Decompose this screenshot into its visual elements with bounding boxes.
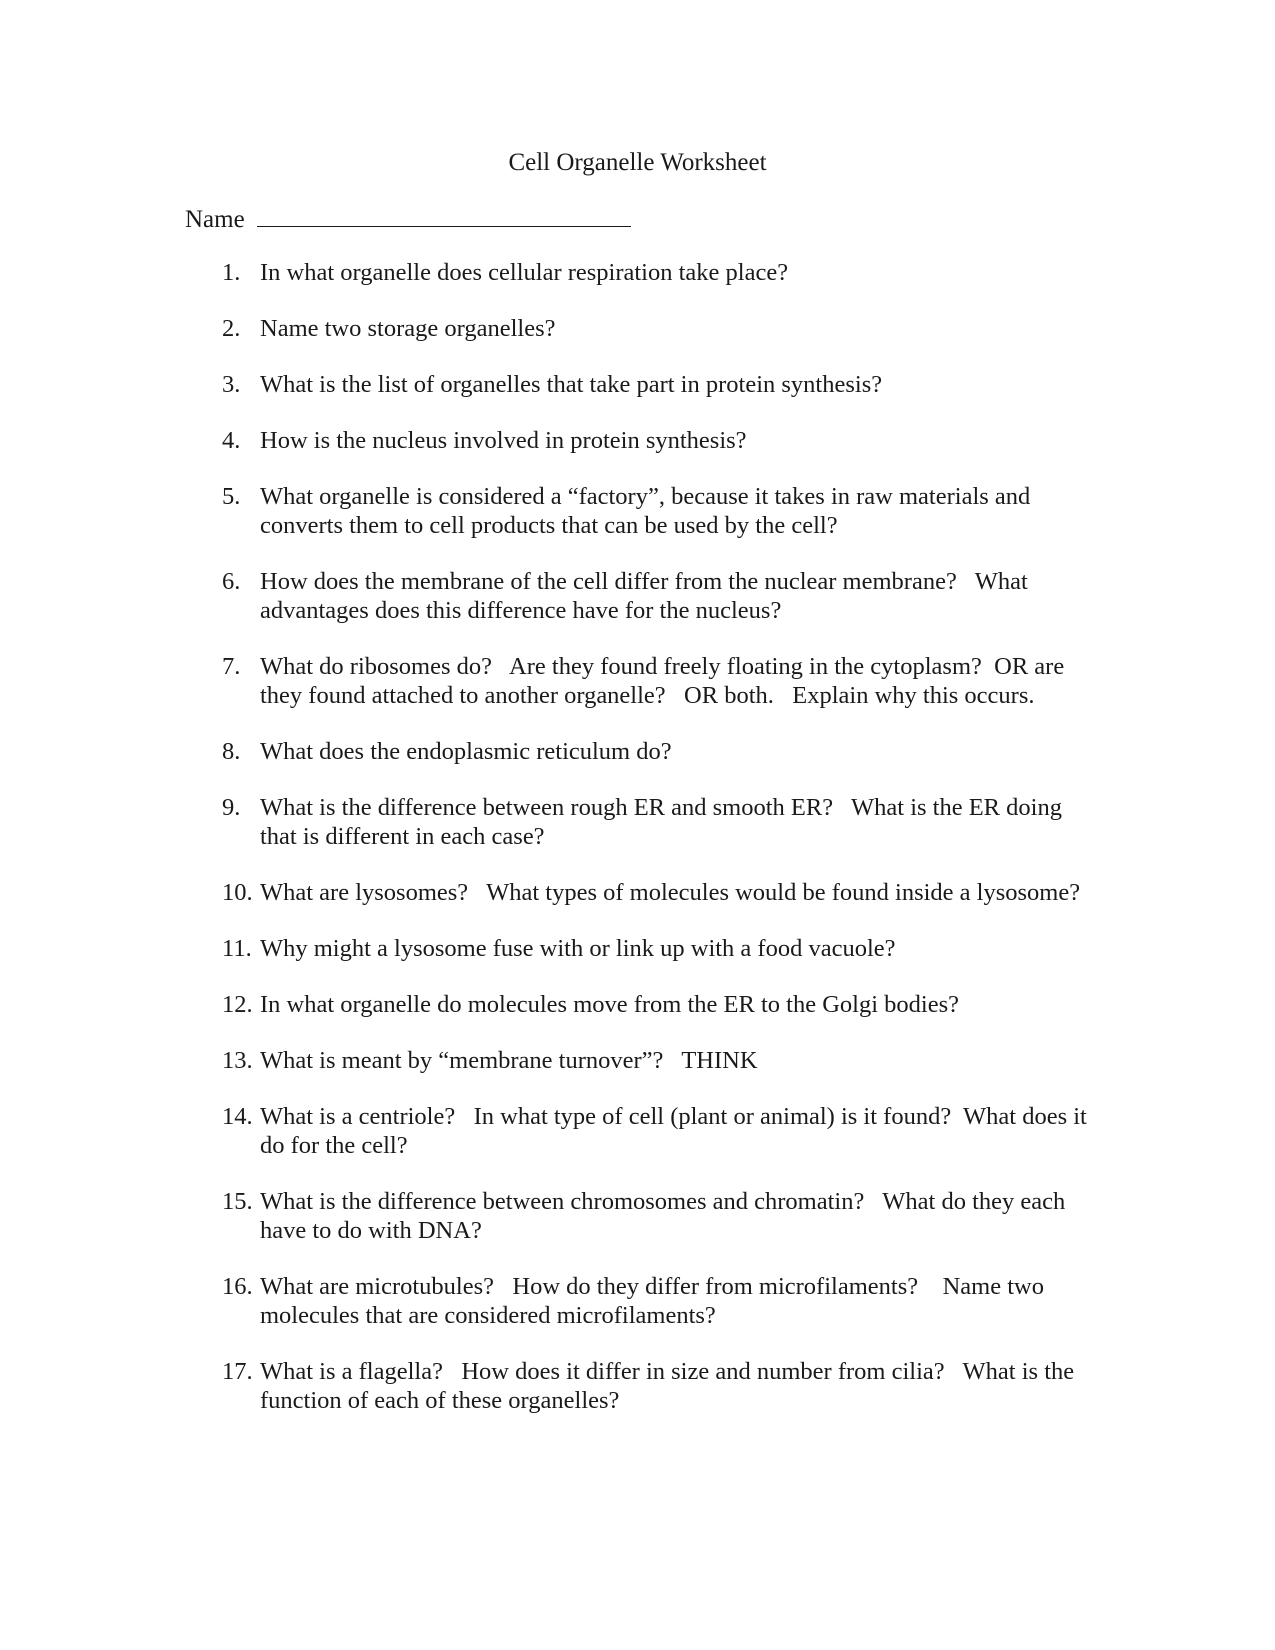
question-number: 10. [222,879,253,906]
name-field-row [185,202,631,235]
name-label: Name [185,206,245,233]
question-number: 14. [222,1103,253,1130]
question-item [222,567,1102,625]
question-text: What is the difference between chromosomes and chromatin? What do they each have to do with DNA? [260,1188,1072,1244]
question-text: What is the difference between rough ER and smooth ER? What is the ER doing that is different in each case? [260,794,1069,850]
question-number: 17. [222,1358,253,1385]
question-list [222,258,1102,1442]
question-number: 12. [222,991,253,1018]
question-item [222,482,1102,540]
question-number: 4. [222,427,241,454]
question-number: 7. [222,653,241,680]
question-item [222,793,1102,851]
question-text: Why might a lysosome fuse with or link up with a food vacuole? [260,935,896,962]
question-item [222,990,1102,1019]
question-text: How does the membrane of the cell differ from the nuclear membrane? What advantages does this difference have for the nucleus? [260,568,1034,624]
question-item [222,1102,1102,1160]
question-number: 3. [222,371,241,398]
page-title: Cell Organelle Worksheet [508,149,767,176]
question-item [222,370,1102,399]
question-text: What are lysosomes? What types of molecules would be found inside a lysosome? [260,879,1081,906]
question-number: 5. [222,483,241,510]
question-number: 11. [222,935,252,962]
question-item [222,1187,1102,1245]
question-text: What are microtubules? How do they differ from microfilaments? Name two molecules that are considered microfilaments? [260,1273,1051,1329]
question-number: 8. [222,738,241,765]
question-item [222,737,1102,766]
question-item [222,934,1102,963]
question-text: What do ribosomes do? Are they found freely floating in the cytoplasm? OR are they found attached to another organelle? OR both. Explain why this occurs. [260,653,1071,709]
question-text: How is the nucleus involved in protein synthesis? [260,427,747,454]
question-text: What does the endoplasmic reticulum do? [260,738,672,765]
question-text: In what organelle does cellular respiration take place? [260,259,789,286]
question-item [222,426,1102,455]
question-number: 1. [222,259,241,286]
question-text: Name two storage organelles? [260,315,556,342]
question-text: What organelle is considered a “factory”, because it takes in raw materials and converts them to cell products that can be used by the cell? [260,483,1037,539]
question-text: What is meant by “membrane turnover”? THINK [260,1047,758,1074]
question-item [222,314,1102,343]
question-number: 16. [222,1273,253,1300]
question-item [222,878,1102,907]
question-text: What is a centriole? In what type of cell (plant or animal) is it found? What does it do for the cell? [260,1103,1093,1159]
question-item [222,1272,1102,1330]
question-number: 15. [222,1188,253,1215]
question-text: What is a flagella? How does it differ in size and number from cilia? What is the function of each of these organelles? [260,1358,1081,1414]
question-item [222,1357,1102,1415]
question-number: 9. [222,794,241,821]
question-number: 6. [222,568,241,595]
question-item [222,1046,1102,1075]
question-item [222,652,1102,710]
question-text: What is the list of organelles that take part in protein synthesis? [260,371,883,398]
question-number: 2. [222,315,241,342]
question-item [222,258,1102,287]
question-text: In what organelle do molecules move from the ER to the Golgi bodies? [260,991,959,1018]
name-blank-line [257,202,631,227]
question-number: 13. [222,1047,253,1074]
